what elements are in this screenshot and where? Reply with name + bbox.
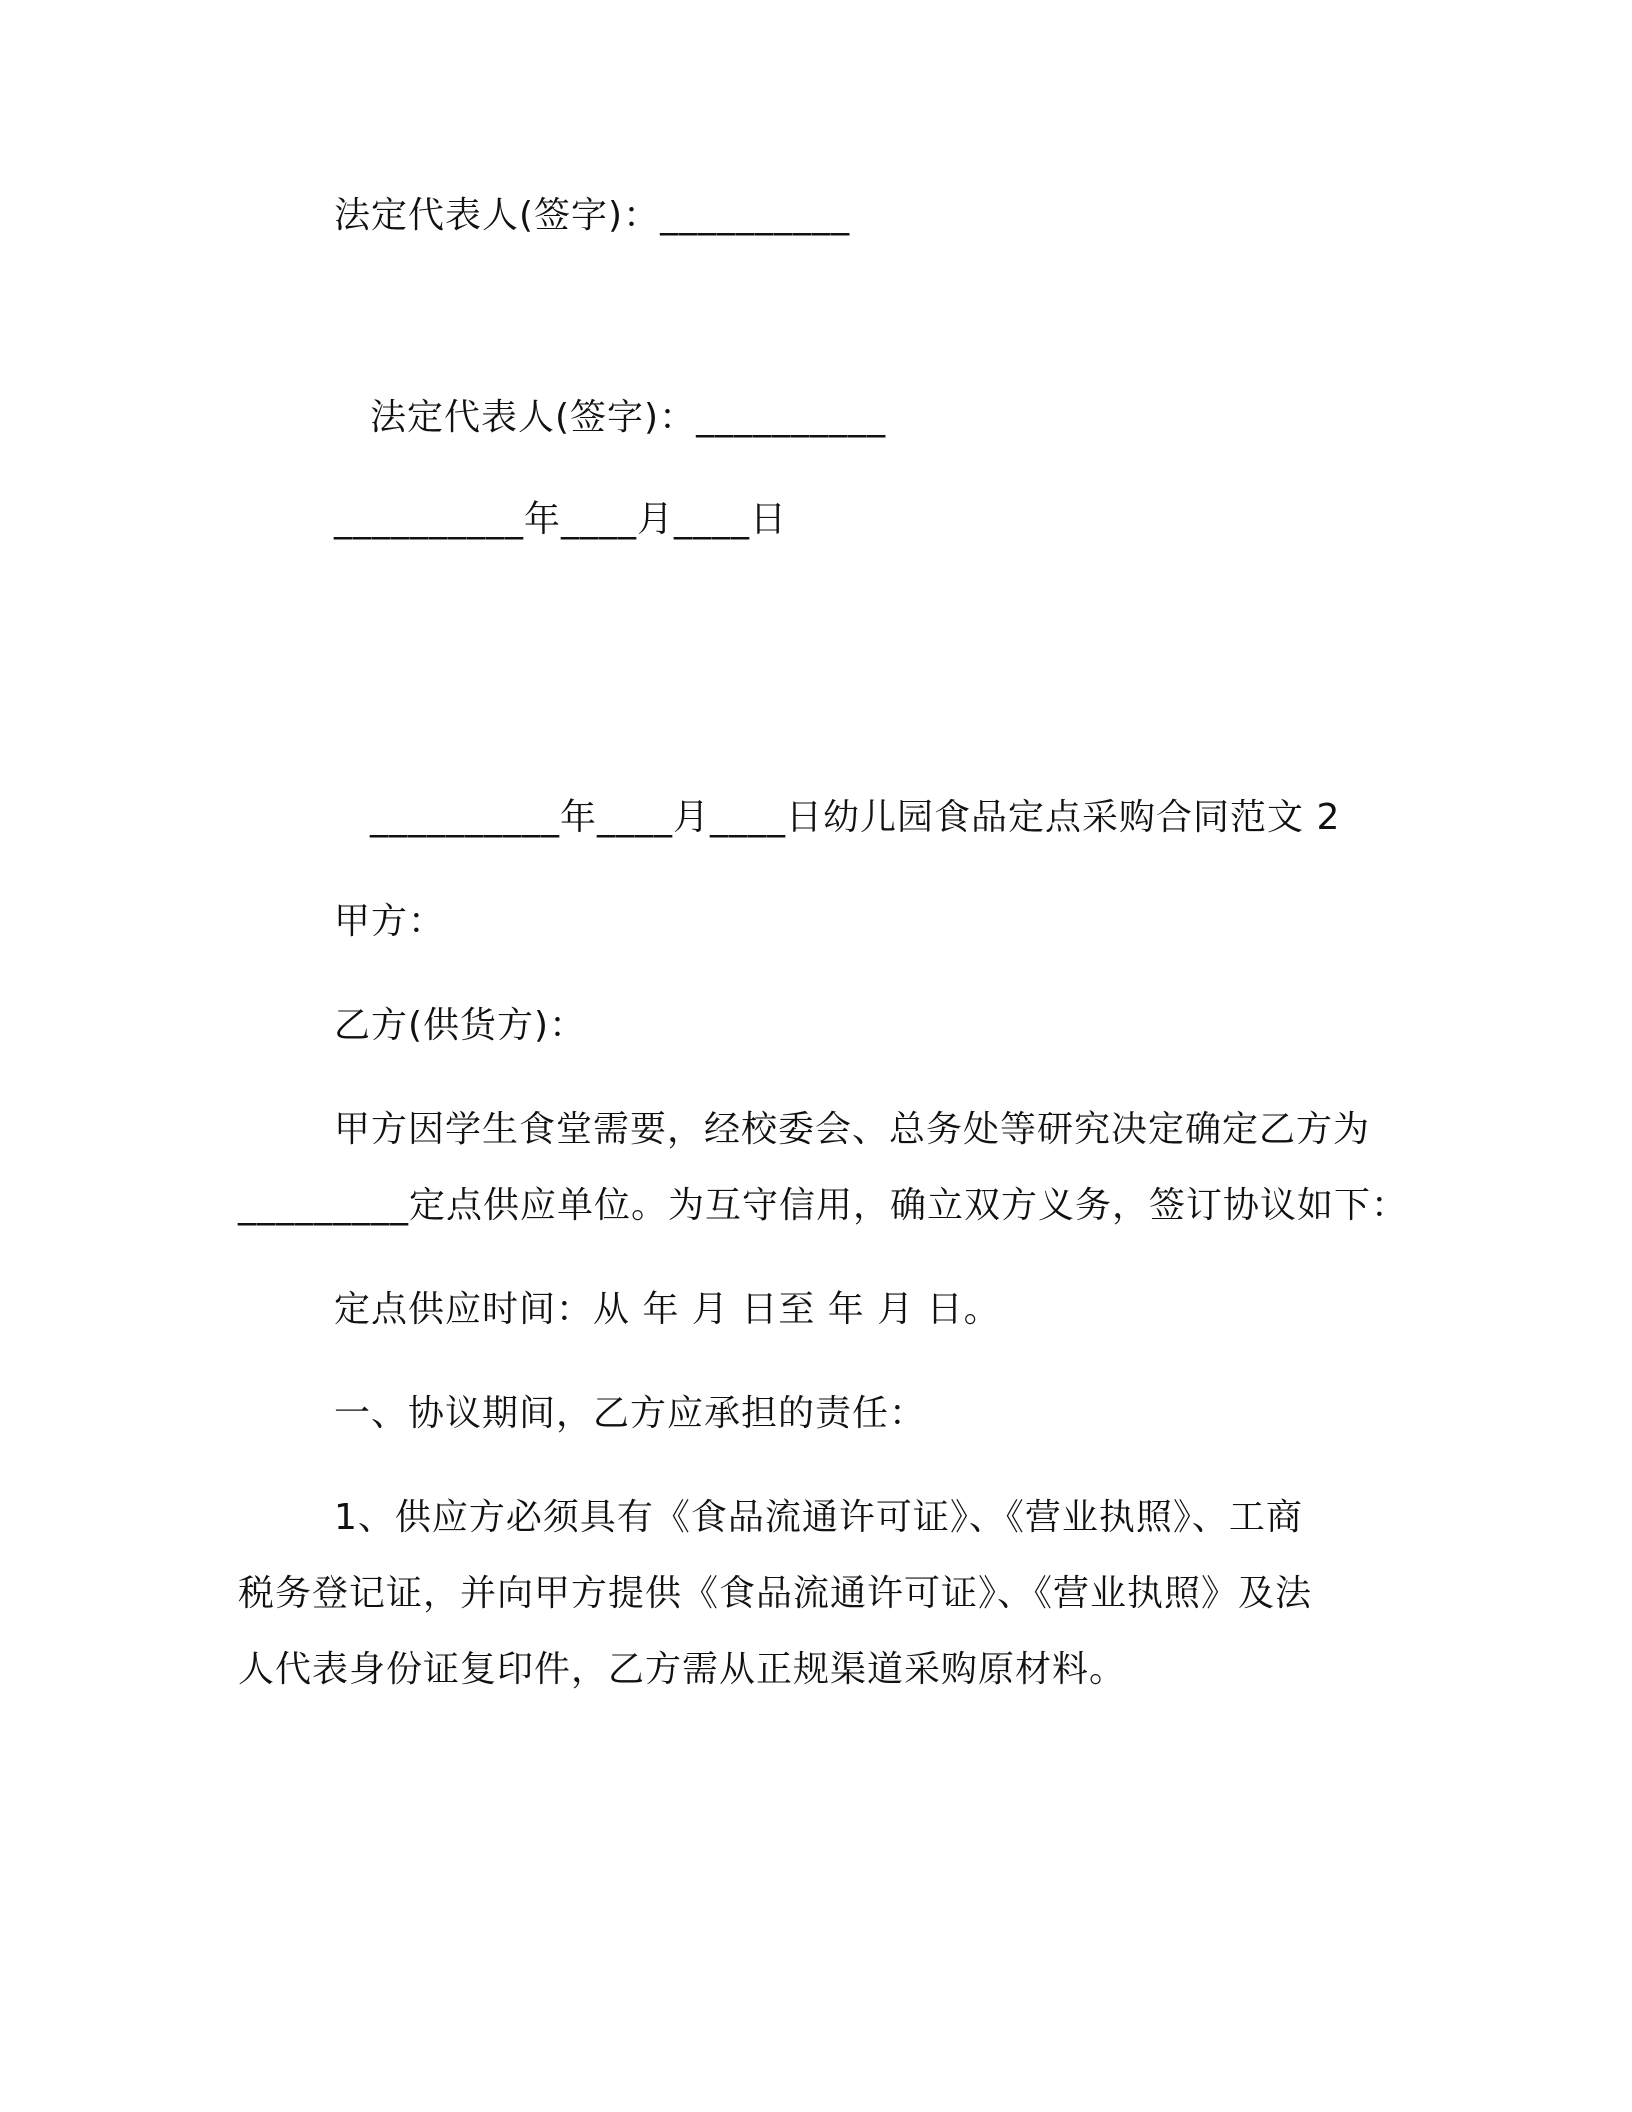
party-b-label: 乙方(供货方)： <box>334 1005 587 1046</box>
document-title: __________年____月____日幼儿园食品定点采购合同范文 2 <box>370 797 1341 838</box>
date-line: __________年____月____日 <box>334 499 787 540</box>
clause-1-line-2: 税务登记证，并向甲方提供《食品流通许可证》、《营业执照》及法 <box>238 1573 1313 1614</box>
party-a-label: 甲方： <box>334 901 446 942</box>
intro-paragraph-line-2: _________定点供应单位。为互守信用，确立双方义务，签订协议如下： <box>238 1185 1409 1226</box>
intro-paragraph-line-1: 甲方因学生食堂需要，经校委会、总务处等研究决定确定乙方为 <box>334 1109 1371 1150</box>
section-1-heading: 一、协议期间，乙方应承担的责任： <box>334 1393 927 1434</box>
clause-1-line-1: 1、供应方必须具有《食品流通许可证》、《营业执照》、工商 <box>334 1497 1303 1538</box>
clause-1-line-3: 人代表身份证复印件，乙方需从正规渠道采购原材料。 <box>238 1649 1127 1690</box>
signature-line-1: 法定代表人(签字)：__________ <box>334 195 851 236</box>
supply-period-line: 定点供应时间：从 年 月 日至 年 月 日。 <box>334 1289 1001 1330</box>
signature-line-2: 法定代表人(签字)：__________ <box>370 397 887 438</box>
